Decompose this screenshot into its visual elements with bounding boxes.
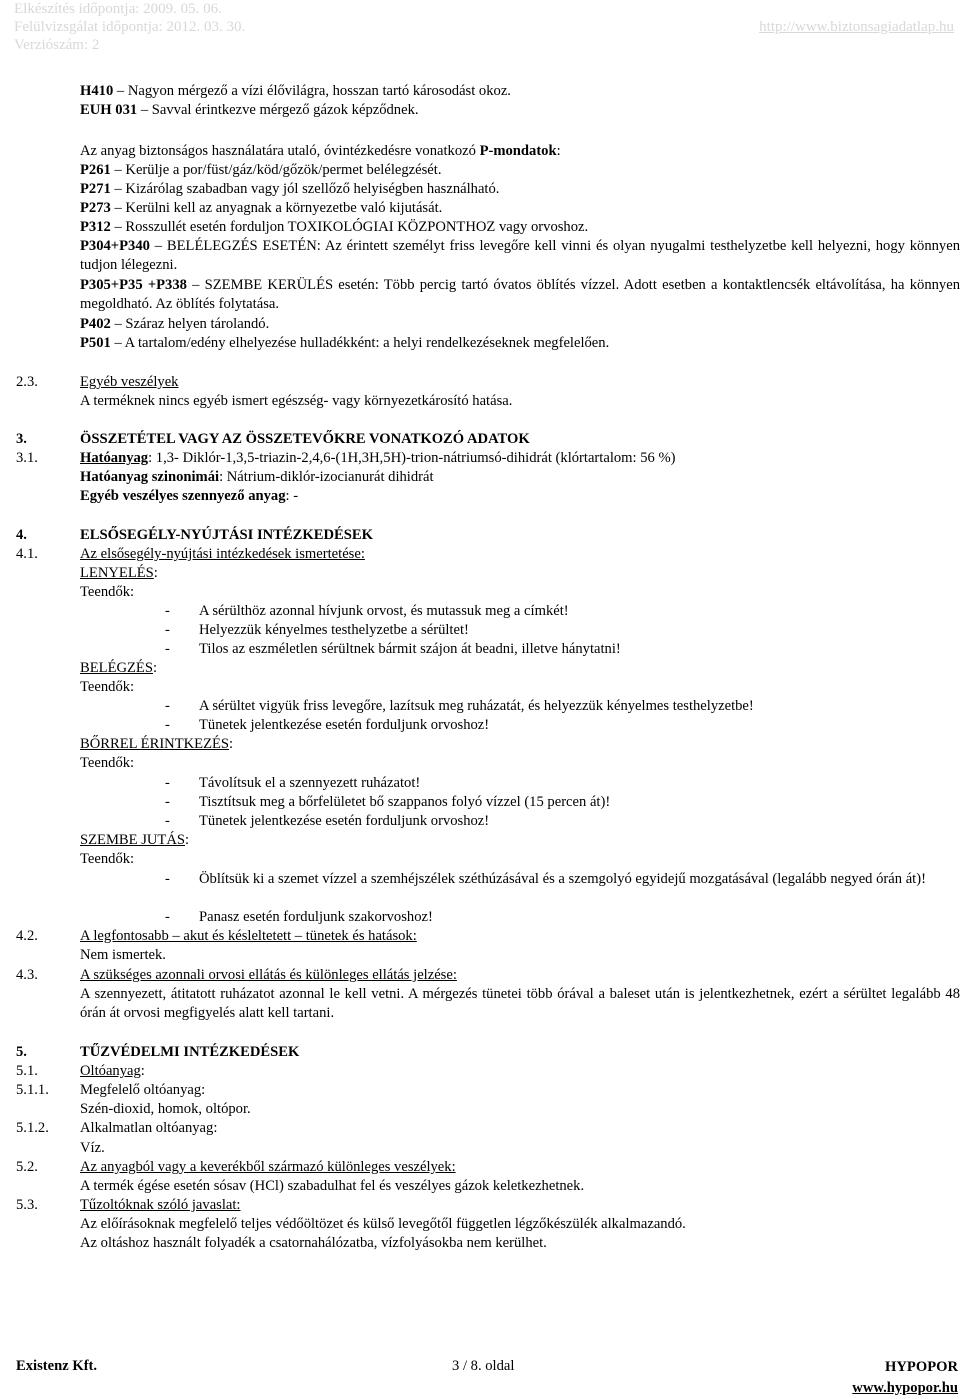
paragraph: Az előírásoknak megfelelő teljes védőöltözet és külső levegőtől független légzőkészülék alkalmazandó. — [80, 1216, 686, 1232]
page-number: 3 / 8. oldal — [452, 1358, 515, 1374]
item-text: Helyezzük kényelmes testhelyzetbe a sérültet! — [199, 622, 469, 638]
euh031-code: EUH 031 — [80, 102, 138, 118]
section-number: 5.1.1. — [16, 1082, 49, 1098]
brand-name: HYPOPOR — [885, 1359, 958, 1375]
paragraph: Víz. — [80, 1140, 105, 1156]
item-text: Panasz esetén forduljunk szakorvoshoz! — [199, 909, 433, 925]
impurity-text: : - — [285, 488, 299, 504]
paragraph: A termék égése esetén sósav (HCl) szabadulhat fel és veszélyes gázok keletkezhetnek. — [80, 1178, 585, 1194]
page-header — [0, 0, 960, 58]
todo-label: Teendők: — [80, 851, 135, 867]
skin-title: BŐRREL ÉRINTKEZÉS — [80, 736, 230, 752]
revised-date: Felülvizsgálat időpontja: 2012. 03. 30. — [14, 19, 246, 35]
section-title: Tűzoltóknak szóló javaslat: — [80, 1197, 241, 1213]
section-number: 4.1. — [16, 546, 38, 562]
colon: : — [185, 832, 190, 848]
colon: : — [153, 565, 158, 581]
section-number: 5.3. — [16, 1197, 38, 1213]
bullet-dash: - — [165, 698, 170, 714]
bullet-dash: - — [165, 794, 170, 810]
bullet-dash: - — [165, 641, 170, 657]
bullet-dash: - — [165, 622, 170, 638]
p402-text: Száraz helyen tárolandó. — [125, 316, 270, 332]
p261-text: Kerülje a por/füst/gáz/köd/gőzök/permet belélegzését. — [125, 162, 442, 178]
p261-code: P261 — [80, 162, 111, 178]
section-title: Az anyagból vagy a keverékből származó különleges veszélyek: — [80, 1159, 456, 1175]
brand-block — [852, 1357, 958, 1399]
section-title: ELSŐSEGÉLY-NYÚJTÁSI INTÉZKEDÉSEK — [80, 527, 373, 543]
section-number: 5. — [16, 1044, 27, 1060]
p305-code: P305+P35 +P338 — [80, 277, 187, 293]
synonym-text: : Nátrium-diklór-izocianurát dihidrát — [219, 469, 434, 485]
paragraph: Szén-dioxid, homok, oltópor. — [80, 1101, 251, 1117]
section-number: 2.3. — [16, 374, 38, 390]
item-text: Tilos az eszméletlen sérültnek bármit szájon át beadni, illetve hánytatni! — [199, 641, 621, 657]
bullet-dash: - — [165, 775, 170, 791]
intro-bold: P-mondatok — [479, 143, 557, 159]
euh031-text: Savval érintkezve mérgező gázok képződnek. — [151, 102, 419, 118]
todo-label: Teendők: — [80, 584, 135, 600]
ingredient-text: : 1,3- Diklór-1,3,5-triazin-2,4,6-(1H,3H,5H)-trion-nátriumsó-dihidrát (klórtartalom: 56 %) — [148, 450, 676, 466]
version: Verziószám: 2 — [14, 37, 100, 53]
section-number: 3.1. — [16, 450, 38, 466]
p271-text: Kizárólag szabadban vagy jól szellőző helyiségben használható. — [125, 181, 500, 197]
brand-website-link[interactable]: www.hypopor.hu — [852, 1380, 958, 1396]
section-number: 4. — [16, 527, 27, 543]
section-number: 3. — [16, 431, 27, 447]
item-text: Tisztítsuk meg a bőrfelületet bő szappanos folyó vízzel (15 percen át)! — [199, 794, 611, 810]
paragraph: Nem ismertek. — [80, 947, 166, 963]
p273-code: P273 — [80, 200, 111, 216]
inhalation-title: BELÉGZÉS — [80, 660, 153, 676]
p501-text: A tartalom/edény elhelyezése hulladékként: a helyi rendelkezéseknek megfelelően. — [124, 335, 610, 351]
item-text: Tünetek jelentkezése esetén forduljunk orvoshoz! — [199, 717, 490, 733]
colon: : — [229, 736, 234, 752]
ingestion-title: LENYELÉS — [80, 565, 154, 581]
company-name: Existenz Kft. — [16, 1358, 98, 1374]
bullet-dash: - — [165, 909, 170, 925]
p312-code: P312 — [80, 219, 111, 235]
item-text: Távolítsuk el a szennyezett ruházatot! — [199, 775, 421, 791]
p305-text: SZEMBE KERÜLÉS esetén: Több percig tartó óvatos öblítés vízzel. Adott esetben a kontaktlencsék eltávolítása, ha könnyen megoldható. Az öblítés folytatása. — [80, 277, 960, 312]
bullet-dash: - — [165, 603, 170, 619]
p304-text: BELÉLEGZÉS ESETÉN: Az érintett személyt friss levegőre kell vinni és olyan nyugalmi testhelyzetbe kell helyezni, hogy könnyen tudjon lélegezni. — [80, 238, 960, 273]
todo-label: Teendők: — [80, 679, 135, 695]
page-footer — [0, 1355, 960, 1397]
p304-code: P304+P340 — [80, 238, 150, 254]
h410-code: H410 — [80, 83, 114, 99]
section-number: 5.2. — [16, 1159, 38, 1175]
item-text: Tünetek jelentkezése esetén forduljunk orvoshoz! — [199, 813, 490, 829]
section-title: Megfelelő oltóanyag: — [80, 1082, 206, 1098]
impurity-label: Egyéb veszélyes szennyező anyag — [80, 488, 286, 504]
bullet-dash: - — [165, 813, 170, 829]
item-text: Öblítsük ki a szemet vízzel a szemhéjszélek széthúzásával és a szemgolyó egyidejű mozgatásával (legalább negyed órán át)! — [199, 871, 926, 887]
intro-text: Az anyag biztonságos használatára utaló, óvintézkedésre vonatkozó — [80, 143, 480, 159]
p312-text: Rosszullét esetén forduljon TOXIKOLÓGIAI KÖZPONTHOZ vagy orvoshoz. — [125, 219, 589, 235]
h410-text: Nagyon mérgező a vízi élővilágra, hosszan tartó károsodást okoz. — [127, 83, 511, 99]
header-link[interactable]: http://www.biztonsagiadatlap.hu — [759, 19, 954, 35]
section-title: A legfontosabb – akut és késleltetett – tünetek és hatások: — [80, 928, 417, 944]
section-number: 5.1. — [16, 1063, 38, 1079]
section-number: 5.1.2. — [16, 1120, 49, 1136]
intro-colon: : — [556, 143, 561, 159]
p501-code: P501 — [80, 335, 111, 351]
header-info — [14, 0, 245, 54]
paragraph: A szennyezett, átitatott ruházatot azonnal le kell vetni. A mérgezés tünetei több órával a baleset után is jelentkezhetnek, ezért a sérültet legalább 48 órán át orvosi megfigyelés alatt kell tartani. — [80, 986, 960, 1021]
p271-code: P271 — [80, 181, 111, 197]
synonym-label: Hatóanyag szinonimái — [80, 469, 220, 485]
ingredient-label: Hatóanyag — [80, 450, 149, 466]
todo-label: Teendők: — [80, 755, 135, 771]
section-title: Oltóanyag — [80, 1063, 141, 1079]
paragraph: A terméknek nincs egyéb ismert egészség- vagy környezetkárosító hatása. — [80, 393, 513, 409]
section-title: TŰZVÉDELMI INTÉZKEDÉSEK — [80, 1044, 300, 1060]
item-text: A sérülthöz azonnal hívjunk orvost, és mutassuk meg a címkét! — [199, 603, 569, 619]
section-title: ÖSSZETÉTEL VAGY AZ ÖSSZETEVŐKRE VONATKOZÓ ADATOK — [80, 431, 530, 447]
created-date: Elkészítés időpontja: 2009. 05. 06. — [14, 1, 222, 17]
section-title: Egyéb veszélyek — [80, 374, 179, 390]
item-text: A sérültet vigyük friss levegőre, lazítsuk meg ruházatát, és helyezzük kényelmes testhelyzetbe! — [199, 698, 754, 714]
colon: : — [152, 660, 158, 676]
p402-code: P402 — [80, 316, 111, 332]
bullet-dash: - — [165, 717, 170, 733]
section-number: 4.2. — [16, 928, 38, 944]
eye-title: SZEMBE JUTÁS — [80, 832, 186, 848]
paragraph: Az oltáshoz használt folyadék a csatornahálózatba, vízfolyásokba nem kerülhet. — [80, 1235, 547, 1251]
section-number: 4.3. — [16, 967, 38, 983]
section-title: Az elsősegély-nyújtási intézkedések ismertetése: — [80, 546, 365, 562]
bullet-dash: - — [165, 871, 170, 887]
p273-text: Kerülni kell az anyagnak a környezetbe való kijutását. — [125, 200, 443, 216]
section-title: Alkalmatlan oltóanyag: — [80, 1120, 218, 1136]
section-title: A szükséges azonnali orvosi ellátás és különleges ellátás jelzése: — [80, 967, 457, 983]
